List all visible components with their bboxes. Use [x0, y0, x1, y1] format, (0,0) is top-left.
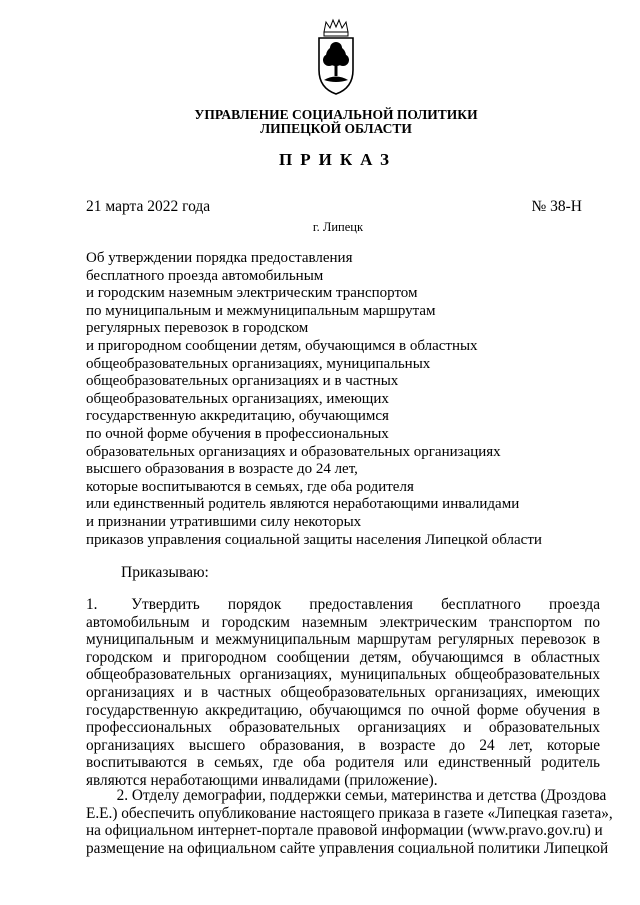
paragraph-line: 1. Утвердить порядок предоставления бесплатного проезда [86, 596, 600, 613]
document-city: г. Липецк [312, 220, 364, 234]
title-line: и пригородном сообщении детям, обучающимся в областных [86, 337, 478, 354]
title-line: общеобразовательных организациях, имеющих [86, 390, 389, 407]
paragraph-1 [86, 596, 600, 790]
title-line: образовательных организациях и образовательных организациях [86, 443, 501, 460]
organization-name-line-2: ЛИПЕЦКОЙ ОБЛАСТИ [260, 121, 412, 136]
paragraph-line: размещение на официальном сайте управления социальной политики Липецкой [86, 839, 609, 857]
title-line: и признании утратившими силу некоторых [86, 513, 362, 530]
title-line: общеобразовательных организациях и в частных [86, 373, 399, 390]
paragraph-line: являются неработающими инвалидами (приложение). [86, 771, 438, 789]
title-line: по муниципальным и межмуниципальным маршрутам [86, 302, 436, 319]
paragraph-line: организациях высшего образования, в возрасте до 24 лет, которые [86, 736, 600, 754]
document-type: ПРИКАЗ [279, 150, 397, 169]
title-line: регулярных перевозок в городском [86, 320, 309, 337]
organization-name-line-1: УПРАВЛЕНИЕ СОЦИАЛЬНОЙ ПОЛИТИКИ [194, 107, 478, 122]
paragraph-line: воспитываются в семьях, где оба родителя или единственный родитель [86, 754, 600, 772]
title-line: приказов управления социальной защиты населения Липецкой области [86, 531, 542, 548]
title-line: и городским наземным электрическим транспортом [86, 285, 418, 302]
paragraph-line: общеобразовательных организациях, муниципальных общеобразовательных [86, 666, 600, 684]
paragraph-line: автомобильным и городским наземным электрическим транспортом по [86, 613, 600, 631]
paragraph-line: организациях и в частных общеобразовательных организациях, имеющих [86, 683, 600, 701]
paragraph-line: городском и пригородном сообщении детям, обучающимся в областных [86, 648, 600, 666]
paragraph-2 [86, 787, 613, 857]
paragraph-line: профессиональных образовательных организациях и образовательных [86, 719, 600, 737]
title-line: государственную аккредитацию, обучающимся [86, 408, 389, 425]
order-word: Приказываю: [121, 564, 209, 581]
title-line: или единственный родитель являются неработающими инвалидами [86, 496, 520, 513]
paragraph-line: государственную аккредитацию, обучающимся по очной форме обучения в [86, 701, 600, 719]
document-date: 21 марта 2022 года [86, 198, 211, 215]
title-line: по очной форме обучения в профессиональных [86, 425, 389, 442]
document-title [86, 250, 606, 549]
paragraph-line: муниципальным и межмуниципальным маршрутам регулярных перевозок в [86, 631, 600, 649]
document-number: № 38-Н [531, 198, 582, 215]
title-line: общеобразовательных организациях, муниципальных [86, 355, 431, 372]
paragraph-line: на официальном интернет-портале правовой информации (www.pravo.gov.ru) и [86, 822, 603, 840]
title-line: высшего образования в возрасте до 24 лет, [86, 461, 358, 478]
title-line: Об утверждении порядка предоставления [86, 250, 353, 266]
paragraph-line: 2. Отделу демографии, поддержки семьи, материнства и детства (Дроздова [86, 787, 607, 804]
coat-of-arms-icon [316, 18, 356, 98]
title-line: которые воспитываются в семьях, где оба родителя [86, 478, 414, 495]
paragraph-line: Е.Е.) обеспечить опубликование настоящего приказа в газете «Липецкая газета», [86, 804, 613, 822]
title-line: бесплатного проезда автомобильным [86, 267, 324, 284]
